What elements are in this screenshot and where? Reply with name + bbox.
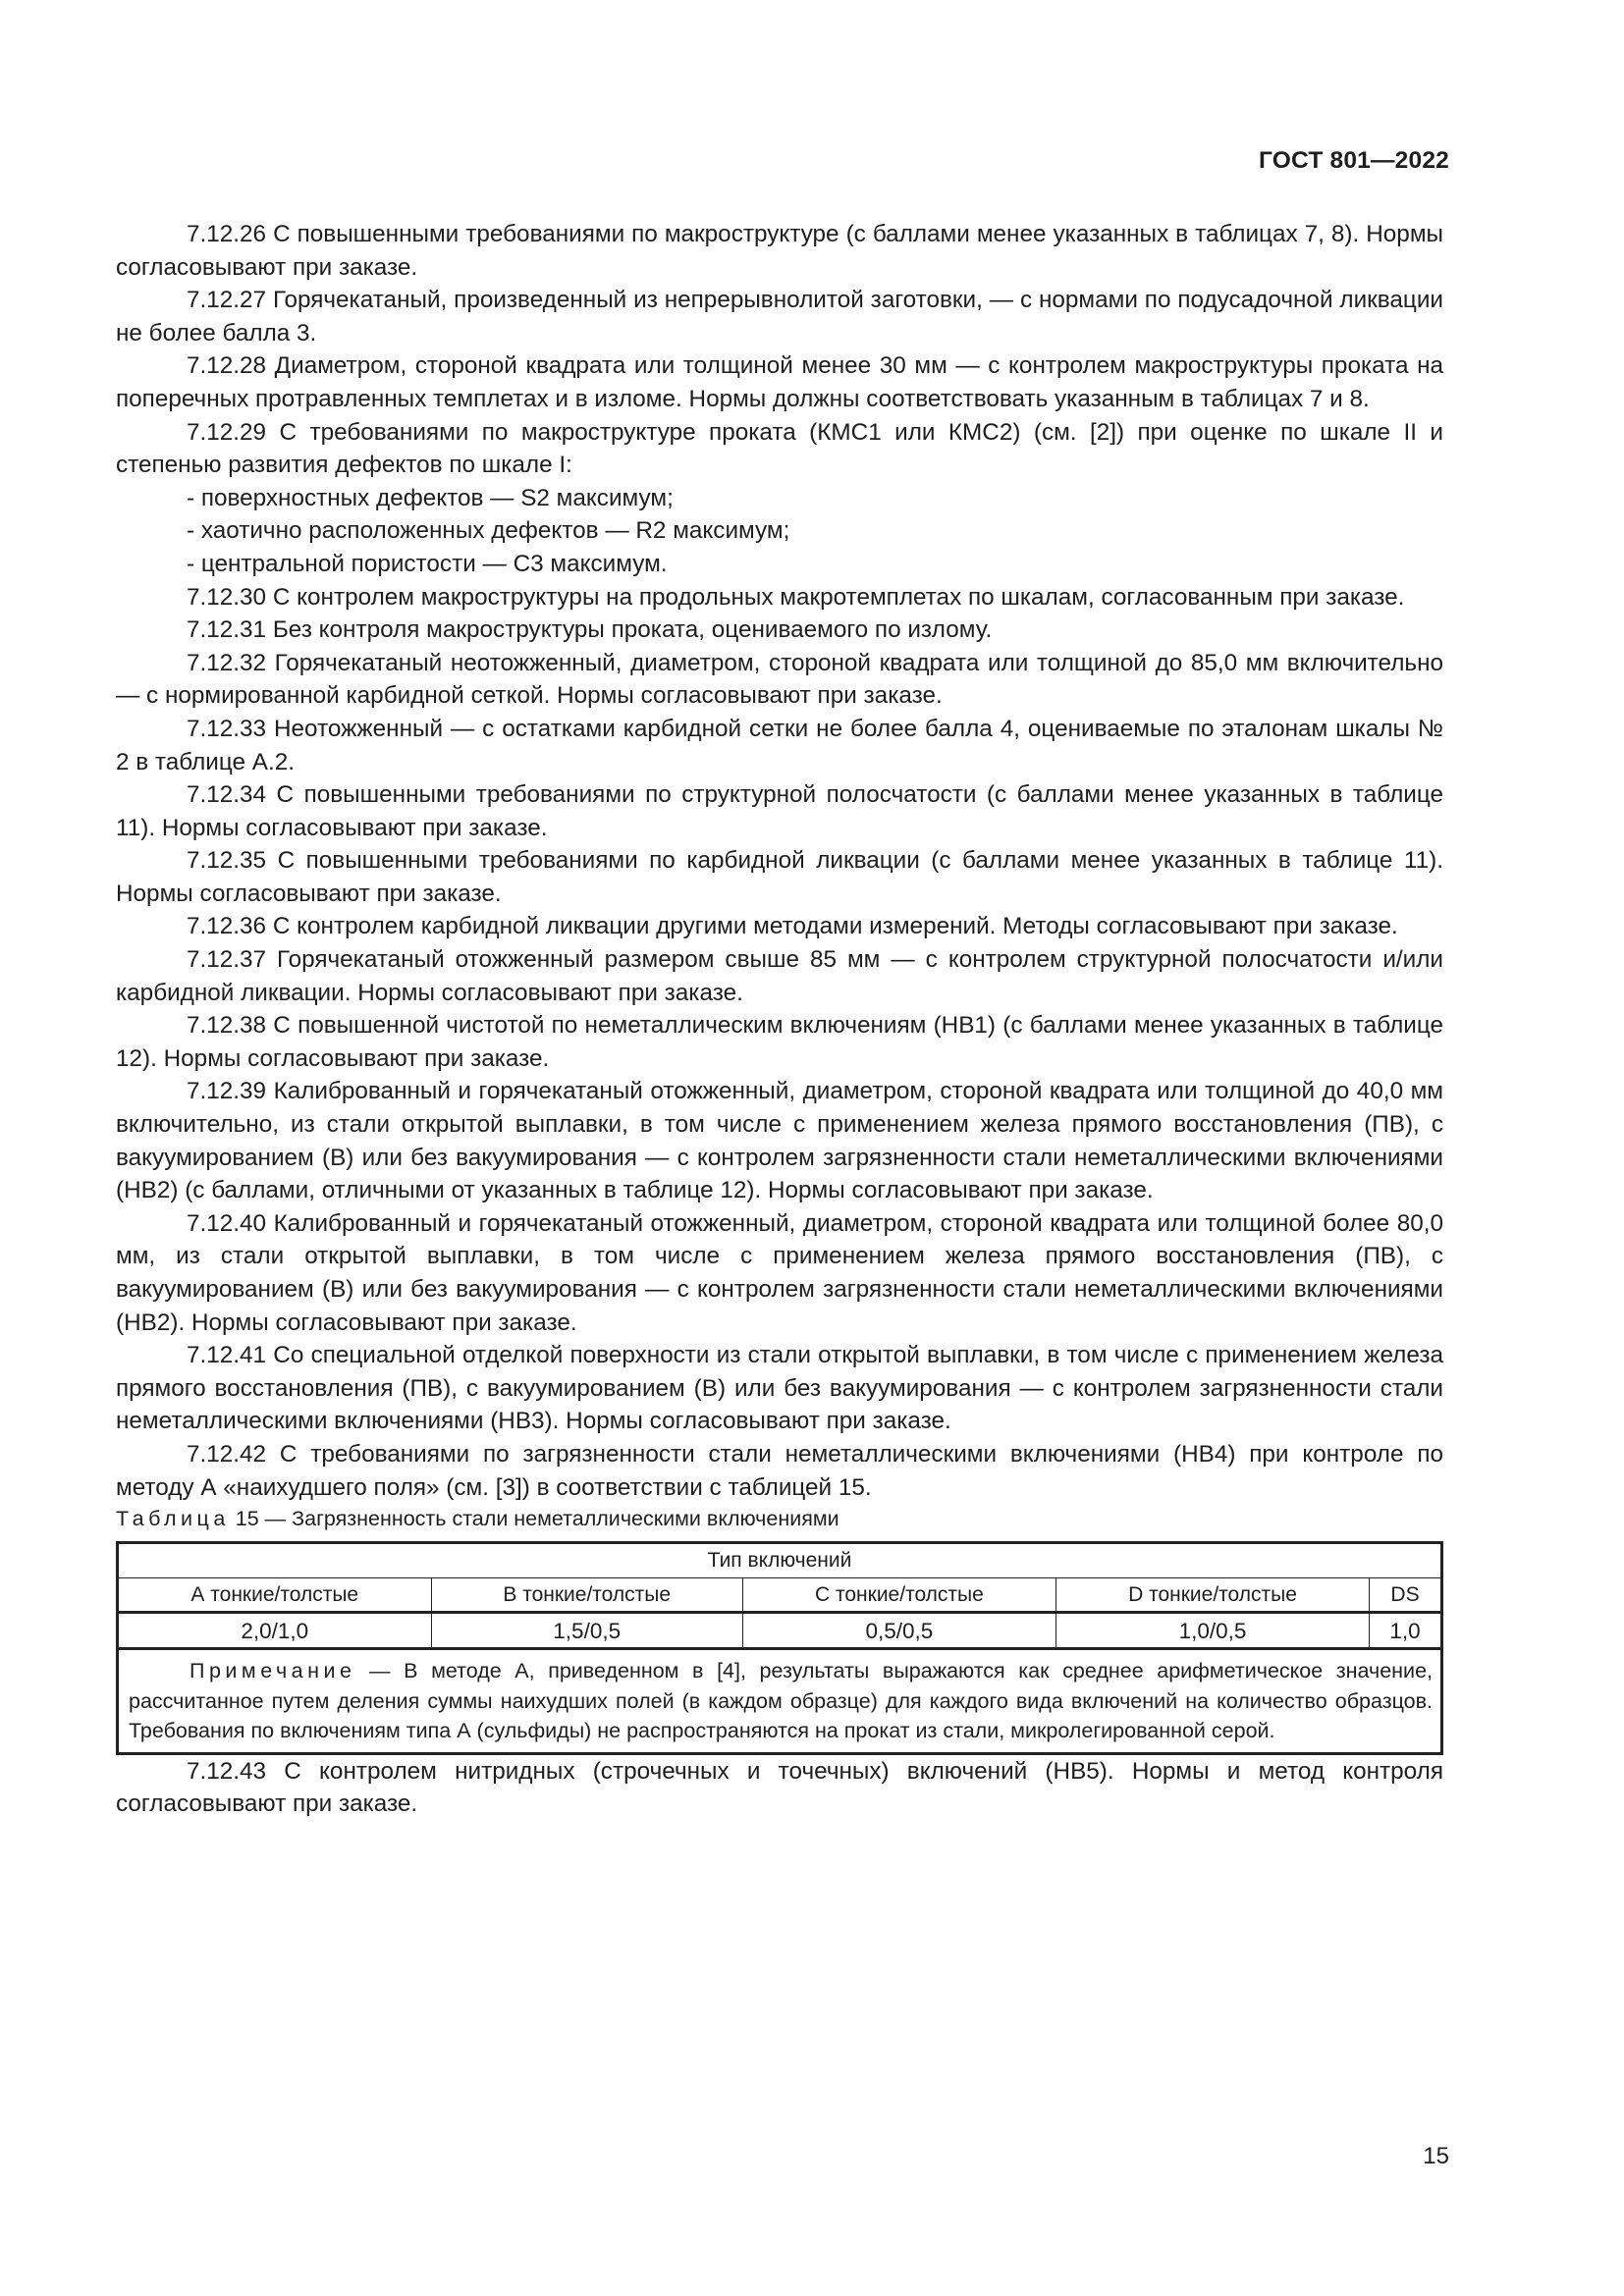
table-header-row [118,1577,1442,1613]
table-row [118,1613,1442,1649]
paragraph-7-12-43: 7.12.43 С контролем нитридных (строчечных и точечных) включений (НВ5). Нормы и метод контроля согласовывают при заказе. [116,1757,1443,1818]
paragraph-7-12-37: 7.12.37 Горячекатаный отожженный размером свыше 85 мм — с контролем структурной полосчатости и/или карбидной ликвации. Нормы согласовывают при заказе. [116,946,1443,1006]
list-item: - центральной пористости — C3 максимум. [187,550,668,577]
table-cell: 1,0 [1370,1613,1442,1649]
table-caption-label: Таблица [116,1507,230,1531]
paragraph-7-12-35: 7.12.35 С повышенными требованиями по карбидной ликвации (с баллами менее указанных в таблице 11). Нормы согласовывают при заказе. [116,847,1443,907]
paragraph-7-12-41: 7.12.41 Со специальной отделкой поверхности из стали открытой выплавки, в том числе с применением железа прямого восстановления (ПВ), с вакуумированием (В) или без вакуумирования — с контролем загрязненности стали неметаллическими включениями (НВ3). Нормы согласовывают при заказе. [116,1342,1443,1435]
table-note-row [118,1649,1442,1754]
paragraph-7-12-30: 7.12.30 С контролем макроструктуры на продольных макротемплетах по шкалам, согласованным при заказе. [187,583,1405,611]
table-cell: 1,0/0,5 [1056,1613,1369,1649]
paragraph-7-12-28: 7.12.28 Диаметром, стороной квадрата или толщиной менее 30 мм — с контролем макроструктуры проката на поперечных протравленных темплетах и в изломе. Нормы должны соответствовать указанным в таблицах 7 и 8. [116,352,1443,412]
table-15 [116,1541,1443,1755]
paragraph-7-12-36: 7.12.36 С контролем карбидной ликвации другими методами измерений. Методы согласовывают при заказе. [187,913,1398,940]
paragraph-7-12-42: 7.12.42 С требованиями по загрязненности стали неметаллическими включениями (НВ4) при контроле по методу А «наихудшего поля» (см. [3]) в соответствии с таблицей 15. [116,1440,1443,1501]
table-group-header: Тип включений [118,1543,1442,1578]
paragraph-7-12-32: 7.12.32 Горячекатаный неотожженный, диаметром, стороной квадрата или толщиной до 85,0 мм включительно — с нормированной карбидной сеткой. Нормы согласовывают при заказе. [116,649,1443,710]
column-header: А тонкие/толстые [118,1577,432,1613]
body-text [116,218,1443,1821]
table-caption-title: 15 — Загрязненность стали неметаллическими включениями [229,1507,839,1531]
column-header: D тонкие/толстые [1056,1577,1369,1613]
table-cell: 1,5/0,5 [431,1613,742,1649]
paragraph-7-12-31: 7.12.31 Без контроля макроструктуры проката, оцениваемого по излому. [187,616,993,644]
paragraph-7-12-26: 7.12.26 С повышенными требованиями по макроструктуре (с баллами менее указанных в таблицах 7, 8). Нормы согласовывают при заказе. [116,221,1443,281]
table-cell: 2,0/1,0 [118,1613,432,1649]
paragraph-7-12-39: 7.12.39 Калиброванный и горячекатаный отожженный, диаметром, стороной квадрата или толщиной до 40,0 мм включительно, из стали открытой выплавки, в том числе с применением железа прямого восстановления (ПВ), с вакуумированием (В) или без вакуумирования — с контролем загрязненности стали неметаллическими включениями (НВ2) (с баллами, отличными от указанных в таблице 12). Нормы согласовывают при заказе. [116,1078,1443,1204]
table-cell: 0,5/0,5 [742,1613,1056,1649]
paragraph-7-12-34: 7.12.34 С повышенными требованиями по структурной полосчатости (с баллами менее указанных в таблице 11). Нормы согласовывают при заказе. [116,781,1443,841]
table-note [118,1649,1442,1754]
column-header: С тонкие/толстые [742,1577,1056,1613]
table-group-header-row [118,1543,1442,1578]
paragraph-7-12-27: 7.12.27 Горячекатаный, произведенный из непрерывнолитой заготовки, — с нормами по подусадочной ликвации не более балла 3. [116,287,1443,347]
paragraph-7-12-29: 7.12.29 С требованиями по макроструктуре проката (КМС1 или КМС2) (см. [2]) при оценке по шкале II и степенью развития дефектов по шкале I: [116,418,1443,479]
list-item: - хаотично расположенных дефектов — R2 максимум; [187,517,790,545]
page-number: 15 [1423,2143,1449,2169]
column-header: DS [1370,1577,1442,1613]
paragraph-7-12-38: 7.12.38 С повышенной чистотой по неметаллическим включениям (НВ1) (с баллами менее указанных в таблице 12). Нормы согласовывают при заказе. [116,1012,1443,1072]
paragraph-7-12-40: 7.12.40 Калиброванный и горячекатаный отожженный, диаметром, стороной квадрата или толщиной более 80,0 мм, из стали открытой выплавки, в том числе с применением железа прямого восстановления (ПВ), с вакуумированием (В) или без вакуумирования — с контролем загрязненности стали неметаллическими включениями (НВ2). Нормы согласовывают при заказе. [116,1209,1443,1336]
table-caption [116,1504,1443,1533]
column-header: В тонкие/толстые [431,1577,742,1613]
list-item: - поверхностных дефектов — S2 максимум; [187,484,674,511]
note-text: — В методе А, приведенном в [4], результаты выражаются как среднее арифметическое значение, рассчитанное путем деления суммы наихудших полей (в каждом образце) для каждого вида включений на количество образцов. Требования по включениям типа А (сульфиды) не распространяются на прокат из стали, микролегированной серой. [129,1659,1433,1743]
paragraph-7-12-33: 7.12.33 Неотожженный — с остатками карбидной сетки не более балла 4, оцениваемые по эталонам шкалы № 2 в таблице А.2. [116,715,1443,775]
document-header: ГОСТ 801—2022 [1259,147,1449,174]
note-label: Примечание [189,1659,356,1683]
